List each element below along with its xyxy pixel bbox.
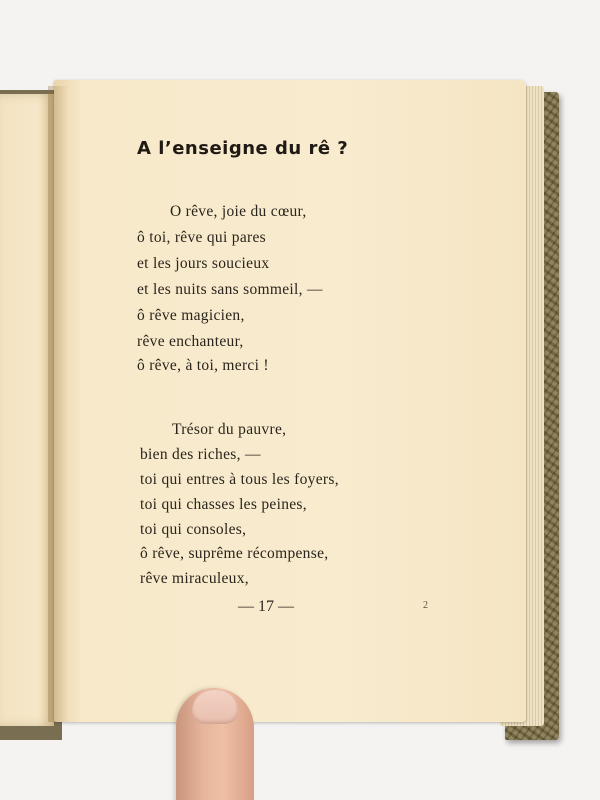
thumbnail-nail: [192, 690, 238, 724]
poem-line: toi qui entres à tous les foyers,: [140, 471, 339, 488]
poem-line: rêve enchanteur,: [137, 333, 244, 350]
margin-mark: 2: [423, 600, 428, 611]
poem-line: toi qui chasses les peines,: [140, 496, 307, 513]
poem-line: et les nuits sans sommeil, —: [137, 281, 323, 298]
poem-line: et les jours soucieux: [137, 255, 270, 272]
poem-line: toi qui consoles,: [140, 521, 247, 538]
poem-line: ô rêve, suprême récompense,: [140, 545, 329, 562]
page-number: — 17 —: [238, 598, 294, 615]
poem-line: rêve miraculeux,: [140, 570, 249, 587]
poem-line: O rêve, joie du cœur,: [170, 203, 307, 220]
poem-line: ô rêve magicien,: [137, 307, 245, 324]
book-gutter: [48, 86, 68, 722]
poem-title: A l’enseigne du rê ?: [137, 138, 349, 159]
poem-line: ô toi, rêve qui pares: [137, 229, 266, 246]
poem-line: Trésor du pauvre,: [172, 421, 287, 438]
poem-line: ô rêve, à toi, merci !: [137, 357, 269, 374]
right-page: [54, 80, 526, 722]
left-page: [0, 94, 54, 726]
poem-line: bien des riches, —: [140, 446, 261, 463]
